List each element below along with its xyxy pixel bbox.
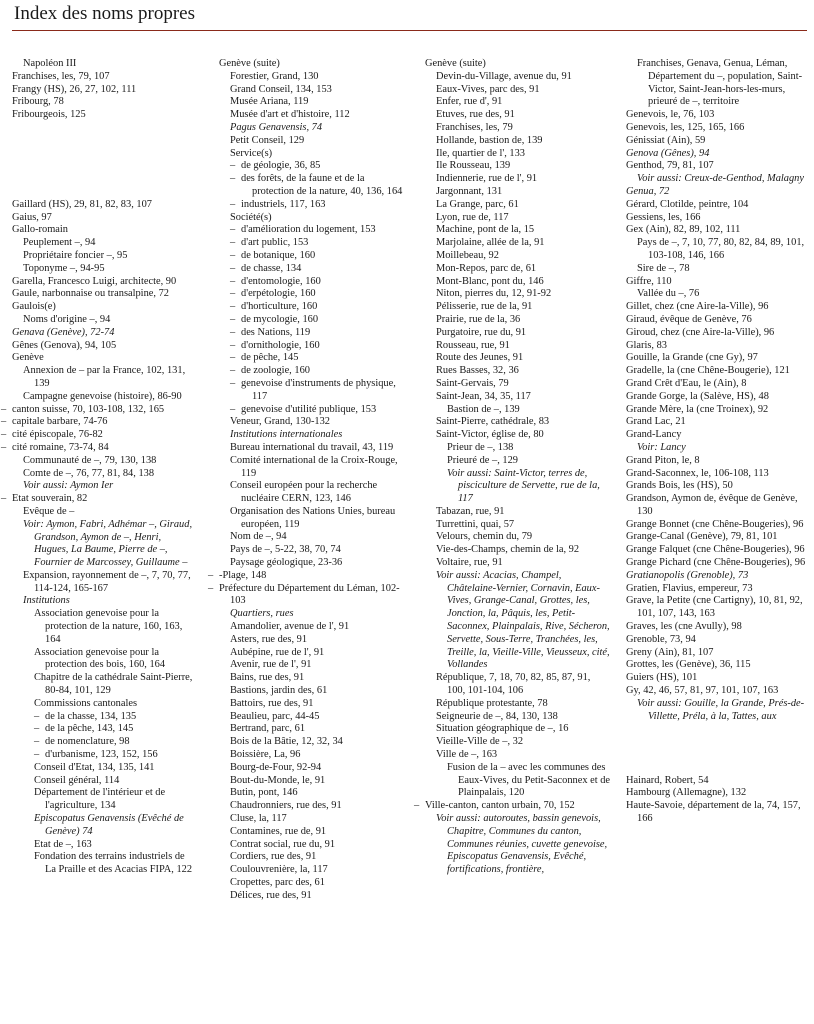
index-entry: Genève (suite) bbox=[425, 58, 486, 69]
index-entry: Bains, rue des, 91 bbox=[230, 672, 305, 684]
index-entry: Institutions internationales bbox=[230, 429, 343, 441]
index-entry: Rues Basses, 32, 36 bbox=[436, 365, 519, 377]
index-entry: – de nomenclature, 98 bbox=[45, 736, 196, 749]
index-entry: – de la pêche, 143, 145 bbox=[45, 723, 196, 736]
index-entry: Voir aussi: Gouille, la Grande, Prés-de-Villette, Préla, à la, Tattes, aux bbox=[637, 697, 805, 722]
index-entry: – -Plage, 148 bbox=[219, 570, 403, 583]
index-entry: Indiennerie, rue de l', 91 bbox=[436, 173, 538, 185]
index-entry: Episcopatus Genavensis (Evêché de Genève) 74 bbox=[34, 813, 184, 837]
index-entry: – de botanique, 160 bbox=[241, 250, 403, 263]
index-entry: – Etat souverain, 82 bbox=[12, 493, 196, 506]
index-entry: – d'horticulture, 160 bbox=[241, 301, 403, 314]
index-entry: Marjolaine, allée de la, 91 bbox=[436, 237, 545, 249]
column-spacer bbox=[12, 122, 196, 199]
index-entry: Commissions cantonales bbox=[34, 697, 138, 709]
index-entry: – d'entomologie, 160 bbox=[241, 276, 403, 289]
index-entry: Battoirs, rue des, 91 bbox=[230, 697, 314, 709]
index-entry: Musée d'art et d'histoire, 112 bbox=[230, 109, 350, 121]
index-entry: Grange Pichard (cne Chêne-Bougeries), 96 bbox=[626, 557, 806, 569]
index-entry: – de zoologie, 160 bbox=[241, 365, 403, 378]
index-entry: Jargonnant, 131 bbox=[436, 185, 503, 197]
index-entry: Gênes (Genova), 94, 105 bbox=[12, 339, 117, 351]
index-entry: Rousseau, rue, 91 bbox=[436, 339, 510, 351]
index-entry: Gillet, chez (cne Aire-la-Ville), 96 bbox=[626, 301, 769, 313]
index-entry: Etuves, rue des, 91 bbox=[436, 109, 515, 121]
index-entry: Tabazan, rue, 91 bbox=[436, 505, 505, 517]
index-entry: Niton, pierres du, 12, 91-92 bbox=[436, 288, 552, 300]
index-entry: – des Nations, 119 bbox=[241, 327, 403, 340]
index-entry: Pays de –, 7, 10, 77, 80, 82, 84, 89, 101, 103-108, 146, 166 bbox=[637, 237, 805, 261]
index-entry: Grand Conseil, 134, 153 bbox=[230, 83, 332, 95]
index-entry: – d'urbanisme, 123, 152, 156 bbox=[45, 749, 196, 762]
index-entry: Conseil d'Etat, 134, 135, 141 bbox=[34, 761, 155, 773]
index-entry: Aubépine, rue de l', 91 bbox=[230, 646, 325, 658]
index-entry: – des forêts, de la faune et de la protection de la nature, 40, 136, 164 bbox=[241, 173, 403, 199]
index-entry: – d'art public, 153 bbox=[241, 237, 403, 250]
index-entry: Gex (Ain), 82, 89, 102, 111 bbox=[626, 224, 741, 236]
index-entry: Pays de –, 5-22, 38, 70, 74 bbox=[230, 544, 341, 556]
index-entry: Genova (Gênes), 94 bbox=[626, 147, 710, 159]
index-entry: Délices, rue des, 91 bbox=[230, 889, 312, 901]
index-entry: Toponyme –, 94-95 bbox=[23, 262, 105, 274]
index-entry: Genevois, le, 76, 103 bbox=[626, 109, 715, 121]
index-entry: Sire de –, 78 bbox=[637, 262, 690, 274]
index-entry: Greny (Ain), 81, 107 bbox=[626, 646, 714, 658]
index-entry: Cropettes, parc des, 61 bbox=[230, 877, 325, 888]
index-entry: Voir aussi: Acacias, Champel, Châtelaine-Vernier, Cornavin, Eaux-Vives, Grange-Canal, Grottes, les, Jonction, la, Pâquis, les, Petit-Saconnex, Plainpalais, Rive, Sécheron, Servette, Sous-Terre, Tranchées, les, Treille, la, Vieille-Ville, Vieusseux, cité, Vollandes bbox=[436, 569, 610, 671]
index-entry: Boissière, La, 96 bbox=[230, 749, 301, 761]
index-entry: Genthod, 79, 81, 107 bbox=[626, 160, 714, 172]
index-entry: Voir aussi: autoroutes, bassin genevois, Chapitre, Communes du canton, Communes réunies, cuvette genevoise, Episcopatus Genavensis, Evêché, fortifications, frontière, bbox=[436, 813, 608, 876]
index-entry: Contamines, rue de, 91 bbox=[230, 825, 327, 837]
index-entry: Saint-Jean, 34, 35, 117 bbox=[436, 390, 531, 402]
index-entry: Contrat social, rue du, 91 bbox=[230, 838, 336, 850]
index-entry: Conseil général, 114 bbox=[34, 774, 120, 786]
index-entry: – de géologie, 36, 85 bbox=[241, 160, 403, 173]
index-entry: République protestante, 78 bbox=[436, 697, 548, 709]
index-entry: Haute-Savoie, département de la, 74, 157, 166 bbox=[626, 800, 801, 825]
index-entry: Pagus Genavensis, 74 bbox=[230, 121, 323, 133]
index-entry: Machine, pont de la, 15 bbox=[436, 224, 535, 236]
index-entry: Grande Gorge, la (Salève, HS), 48 bbox=[626, 390, 769, 402]
index-entry: Bureau international du travail, 43, 119 bbox=[230, 441, 394, 453]
page-title: Index des noms propres bbox=[14, 3, 195, 24]
index-entry: Giffre, 110 bbox=[626, 275, 672, 287]
index-entry: Grand-Lancy bbox=[626, 429, 682, 441]
index-entry: Gaule, narbonnaise ou transalpine, 72 bbox=[12, 288, 169, 300]
index-entry: Bout-du-Monde, le, 91 bbox=[230, 774, 326, 786]
index-entry: Gy, 42, 46, 57, 81, 97, 101, 107, 163 bbox=[626, 685, 779, 697]
index-entry: Forestier, Grand, 130 bbox=[230, 70, 319, 82]
index-entry: Société(s) bbox=[230, 211, 272, 223]
index-entry: Bastions, jardin des, 61 bbox=[230, 685, 328, 697]
index-entry: Gessiens, les, 166 bbox=[626, 211, 701, 223]
index-entry: Cluse, la, 117 bbox=[230, 813, 287, 825]
index-entry: Etat de –, 163 bbox=[34, 838, 92, 850]
index-entry: Asters, rue des, 91 bbox=[230, 633, 308, 645]
index-entry: Gaius, 97 bbox=[12, 211, 52, 223]
index-entry: Propriétaire foncier –, 95 bbox=[23, 249, 128, 261]
index-entry: Enfer, rue d', 91 bbox=[436, 96, 503, 108]
index-entry: Cordiers, rue des, 91 bbox=[230, 851, 317, 863]
index-entry: Bastion de –, 139 bbox=[447, 403, 520, 415]
index-entry: Velours, chemin du, 79 bbox=[436, 531, 533, 543]
index-entry: Comte de –, 76, 77, 81, 84, 138 bbox=[23, 467, 155, 479]
index-entry: Mont-Blanc, pont du, 146 bbox=[436, 275, 544, 287]
index-entry: Département de l'intérieur et de l'agriculture, 134 bbox=[34, 787, 166, 812]
index-entry: Chaudronniers, rue des, 91 bbox=[230, 800, 342, 812]
index-entry: Service(s) bbox=[230, 147, 273, 159]
index-entry: Communauté de –, 79, 130, 138 bbox=[23, 454, 157, 466]
index-entry: Expansion, rayonnement de –, 7, 70, 77, 114-124, 165-167 bbox=[23, 569, 191, 594]
index-entry: Quartiers, rues bbox=[230, 608, 294, 620]
index-entry: Veneur, Grand, 130-132 bbox=[230, 416, 330, 428]
index-entry: Grange Falquet (cne Chêne-Bougeries), 96 bbox=[626, 544, 805, 556]
index-entry: – cité épiscopale, 76-82 bbox=[12, 429, 196, 442]
index-entry: Hainard, Robert, 54 bbox=[626, 774, 709, 786]
index-entry: Ville de –, 163 bbox=[436, 749, 498, 761]
index-entry: – d'amélioration du logement, 153 bbox=[241, 224, 403, 237]
index-entry: Grenoble, 73, 94 bbox=[626, 633, 696, 645]
index-entry: Grand-Saconnex, le, 106-108, 113 bbox=[626, 467, 769, 479]
index-entry: Genève bbox=[12, 352, 44, 364]
index-column-2 bbox=[219, 58, 403, 903]
index-entry: Voir: Lancy bbox=[637, 441, 686, 453]
index-entry: Vieille-Ville de –, 32 bbox=[436, 736, 524, 748]
index-entry: Organisation des Nations Unies, bureau européen, 119 bbox=[230, 505, 396, 530]
index-entry: – de la chasse, 134, 135 bbox=[45, 711, 196, 724]
index-column-4 bbox=[626, 58, 806, 826]
index-entry: Situation géographique de –, 16 bbox=[436, 723, 569, 735]
index-entry: Voir aussi: Aymon Ier bbox=[23, 480, 114, 492]
index-entry: Vie-des-Champs, chemin de la, 92 bbox=[436, 544, 580, 556]
index-entry: Bois de la Bâtie, 12, 32, 34 bbox=[230, 736, 343, 748]
index-entry: Chapitre de la cathédrale Saint-Pierre, 80-84, 101, 129 bbox=[34, 672, 193, 697]
index-entry: Grand Piton, le, 8 bbox=[626, 454, 700, 466]
index-entry: Mon-Repos, parc de, 61 bbox=[436, 262, 537, 274]
index-entry: Génissiat (Ain), 59 bbox=[626, 134, 706, 146]
index-entry: Grottes, les (Genève), 36, 115 bbox=[626, 659, 751, 671]
index-entry: Campagne genevoise (histoire), 86-90 bbox=[23, 390, 182, 402]
index-entry: Fribourgeois, 125 bbox=[12, 109, 86, 121]
index-entry: – canton suisse, 70, 103-108, 132, 165 bbox=[12, 404, 196, 417]
index-entry: Saint-Pierre, cathédrale, 83 bbox=[436, 416, 550, 428]
index-entry: Fribourg, 78 bbox=[12, 96, 64, 108]
index-entry: Grand Lac, 21 bbox=[626, 416, 686, 428]
index-entry: Ile Rousseau, 139 bbox=[436, 160, 511, 172]
index-entry: Bertrand, parc, 61 bbox=[230, 723, 306, 735]
index-entry: Gaulois(e) bbox=[12, 301, 56, 313]
index-entry: Giraud, évêque de Genève, 76 bbox=[626, 313, 752, 325]
index-column-3 bbox=[425, 58, 611, 877]
index-entry: Lyon, rue de, 117 bbox=[436, 211, 509, 223]
index-entry: Institutions bbox=[23, 595, 70, 607]
index-entry: – capitale barbare, 74-76 bbox=[12, 416, 196, 429]
index-entry: Evêque de – bbox=[23, 505, 75, 517]
index-entry: Voir aussi: Saint-Victor, terres de, pisciculture de Servette, rue de la, 117 bbox=[447, 467, 600, 505]
index-entry: Comité international de la Croix-Rouge, 119 bbox=[230, 454, 398, 479]
index-entry: Gaillard (HS), 29, 81, 82, 83, 107 bbox=[12, 198, 152, 210]
index-entry: Prairie, rue de la, 36 bbox=[436, 313, 521, 325]
index-entry: – industriels, 117, 163 bbox=[241, 199, 403, 212]
index-entry: Gérard, Clotilde, peintre, 104 bbox=[626, 198, 749, 210]
index-entry: Moillebeau, 92 bbox=[436, 249, 499, 261]
index-entry: Genava (Genève), 72-74 bbox=[12, 326, 115, 338]
index-entry: Hollande, bastion de, 139 bbox=[436, 134, 543, 146]
index-entry: – d'ornithologie, 160 bbox=[241, 340, 403, 353]
index-entry: Petit Conseil, 129 bbox=[230, 134, 305, 146]
index-entry: Seigneurie de –, 84, 130, 138 bbox=[436, 710, 558, 722]
index-entry: Prieur de –, 138 bbox=[447, 441, 514, 453]
index-entry: Saint-Gervais, 79 bbox=[436, 377, 509, 389]
index-entry: Amandolier, avenue de l', 91 bbox=[230, 621, 350, 633]
index-entry: Devin-du-Village, avenue du, 91 bbox=[436, 70, 572, 82]
index-entry: Association genevoise pour la protection des bois, 160, 164 bbox=[34, 646, 166, 671]
index-entry: Pélisserie, rue de la, 91 bbox=[436, 301, 533, 313]
index-entry: La Grange, parc, 61 bbox=[436, 198, 519, 210]
index-entry: Garella, Francesco Luigi, architecte, 90 bbox=[12, 275, 177, 287]
index-entry: Voltaire, rue, 91 bbox=[436, 557, 503, 569]
index-entry: Glaris, 83 bbox=[626, 339, 667, 351]
index-entry: Franchises, les, 79, 107 bbox=[12, 70, 110, 82]
index-entry: Turrettini, quai, 57 bbox=[436, 518, 515, 530]
page-header bbox=[12, 0, 807, 31]
index-entry: Voir: Aymon, Fabri, Adhémar –, Giraud, Grandson, Aymon de –, Henri, Hugues, La Baume, Pierre de –, Fournier de Marcossey, Guillaume – bbox=[23, 518, 193, 569]
index-entry: Gallo-romain bbox=[12, 224, 68, 236]
index-entry: Association genevoise pour la protection de la nature, 160, 163, 164 bbox=[34, 608, 183, 645]
index-entry: Voir aussi: Creux-de-Genthod, Malagny bbox=[637, 173, 804, 185]
index-entry: Coulouvrenière, la, 117 bbox=[230, 864, 328, 876]
index-column-1 bbox=[12, 58, 196, 877]
index-entry: Prieuré de –, 129 bbox=[447, 454, 518, 466]
index-entry: Grandson, Aymon de, évêque de Genève, 130 bbox=[626, 493, 798, 517]
index-entry: Peuplement –, 94 bbox=[23, 237, 96, 249]
index-entry: Guiers (HS), 101 bbox=[626, 672, 698, 684]
index-entry: Route des Jeunes, 91 bbox=[436, 352, 524, 364]
index-entry: – de mycologie, 160 bbox=[241, 314, 403, 327]
index-entry: – de chasse, 134 bbox=[241, 263, 403, 276]
index-entry: Musée Ariana, 119 bbox=[230, 96, 309, 108]
index-entry: Fusion de la – avec les communes des Eaux-Vives, du Petit-Saconnex et de Plainpalais, 120 bbox=[447, 761, 611, 799]
index-entry: Paysage géologique, 23-36 bbox=[230, 557, 343, 569]
index-entry: Eaux-Vives, parc des, 91 bbox=[436, 83, 540, 95]
index-entry: Franchises, les, 79 bbox=[436, 121, 513, 133]
index-entry: Genua, 72 bbox=[626, 185, 670, 197]
index-entry: Conseil européen pour la recherche nucléaire CERN, 123, 146 bbox=[230, 480, 378, 505]
column-spacer bbox=[626, 723, 806, 774]
index-entry: Gratianopolis (Grenoble), 73 bbox=[626, 569, 749, 581]
index-entry: – Préfecture du Département du Léman, 102-103 bbox=[219, 583, 403, 609]
index-entry: Frangy (HS), 26, 27, 102, 111 bbox=[12, 83, 137, 95]
index-entry: Franchises, Genava, Genua, Léman, Département du –, population, Saint-Victor, Saint-Jean-hors-les-murs, prieuré de –, territoire bbox=[637, 58, 803, 108]
index-entry: Genève (suite) bbox=[219, 58, 280, 69]
index-entry: Hambourg (Allemagne), 132 bbox=[626, 787, 747, 799]
index-entry: Noms d'origine –, 94 bbox=[23, 313, 111, 325]
index-entry: Avenir, rue de l', 91 bbox=[230, 659, 312, 671]
index-entry: Gradelle, la (cne Chêne-Bougerie), 121 bbox=[626, 365, 790, 377]
index-entry: Bourg-de-Four, 92-94 bbox=[230, 761, 322, 773]
index-entry: – d'erpétologie, 160 bbox=[241, 288, 403, 301]
index-entry: Genevois, les, 125, 165, 166 bbox=[626, 121, 745, 133]
index-entry: – genevoise d'instruments de physique, 117 bbox=[241, 378, 403, 404]
index-entry: Purgatoire, rue du, 91 bbox=[436, 326, 527, 338]
index-entry: Grand Crêt d'Eau, le (Ain), 8 bbox=[626, 377, 747, 389]
index-entry: Gouille, la Grande (cne Gy), 97 bbox=[626, 352, 758, 364]
index-entry: – de pêche, 145 bbox=[241, 352, 403, 365]
index-entry: Grande Mère, la (cne Troinex), 92 bbox=[626, 403, 769, 415]
index-entry: Grange Bonnet (cne Chêne-Bougeries), 96 bbox=[626, 518, 804, 530]
index-entry: Ile, quartier de l', 133 bbox=[436, 147, 526, 159]
index-entry: Vallée du –, 76 bbox=[637, 288, 700, 300]
index-entry: Gratien, Flavius, empereur, 73 bbox=[626, 582, 753, 594]
index-entry: Grands Bois, les (HS), 50 bbox=[626, 480, 733, 492]
index-entry: – genevoise d'utilité publique, 153 bbox=[241, 404, 403, 417]
index-entry: Grave, la Petite (cne Cartigny), 10, 81, 92, 101, 107, 143, 163 bbox=[626, 595, 803, 620]
index-entry: Nom de –, 94 bbox=[230, 531, 287, 543]
index-entry: République, 7, 18, 70, 82, 85, 87, 91, 100, 101-104, 106 bbox=[436, 672, 591, 697]
index-entry: Annexion de – par la France, 102, 131, 139 bbox=[23, 365, 186, 389]
index-entry: Graves, les (cne Avully), 98 bbox=[626, 621, 742, 633]
index-entry: – Ville-canton, canton urbain, 70, 152 bbox=[425, 800, 611, 813]
index-entry: Grange-Canal (Genève), 79, 81, 101 bbox=[626, 531, 778, 543]
index-entry: – cité romaine, 73-74, 84 bbox=[12, 442, 196, 455]
index-entry: Giroud, chez (cne Aire-la-Ville), 96 bbox=[626, 326, 775, 338]
index-entry: Butin, pont, 146 bbox=[230, 787, 298, 799]
index-entry: Saint-Victor, église de, 80 bbox=[436, 429, 544, 441]
index-entry: Napoléon III bbox=[23, 58, 77, 69]
index-entry: Fondation des terrains industriels de La Praille et des Acacias FIPA, 122 bbox=[34, 851, 193, 876]
index-entry: Beaulieu, parc, 44-45 bbox=[230, 710, 320, 722]
